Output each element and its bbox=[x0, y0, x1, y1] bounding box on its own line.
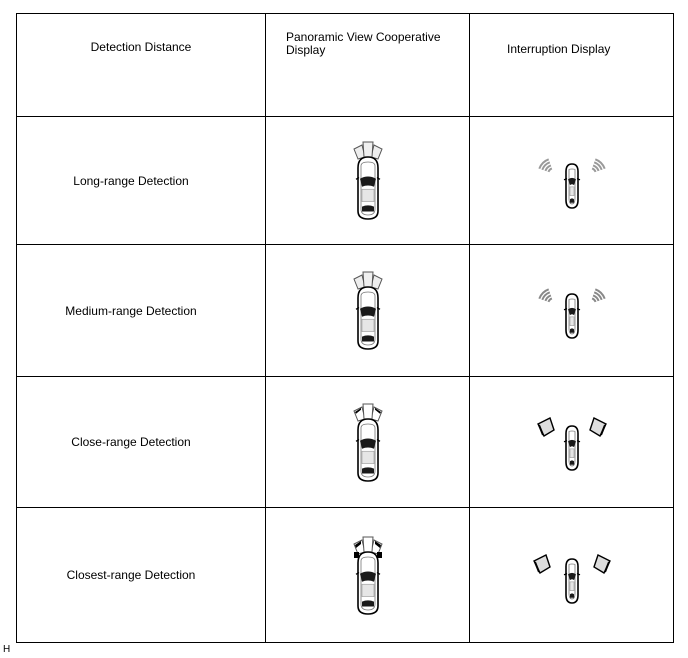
interruption-figure-cell bbox=[470, 377, 674, 508]
header-panoramic-view: Panoramic View Cooperative Display bbox=[266, 14, 470, 117]
panoramic-car-closest-range-icon bbox=[346, 532, 390, 616]
panoramic-figure-cell bbox=[266, 377, 470, 508]
detection-table bbox=[16, 13, 674, 643]
interruption-car-long-range-icon bbox=[530, 148, 614, 210]
header-interruption-display: Interruption Display bbox=[470, 14, 674, 117]
interruption-figure-cell bbox=[470, 508, 674, 643]
panoramic-car-long-range-icon bbox=[346, 137, 390, 221]
figure-code: H bbox=[3, 644, 11, 655]
interruption-car-medium-range-icon bbox=[530, 278, 614, 340]
row-label: Closest-range Detection bbox=[66, 568, 196, 582]
row-label: Long-range Detection bbox=[73, 173, 189, 188]
table-row bbox=[17, 377, 674, 508]
panoramic-figure-cell bbox=[266, 245, 470, 377]
panoramic-car-medium-range-icon bbox=[346, 267, 390, 351]
row-label: Medium-range Detection bbox=[65, 303, 197, 318]
interruption-car-close-range-icon bbox=[530, 410, 614, 472]
header-detection-distance: Detection Distance bbox=[17, 14, 266, 117]
panoramic-car-close-range-icon bbox=[346, 399, 390, 483]
panoramic-figure-cell bbox=[266, 508, 470, 643]
interruption-car-closest-range-icon bbox=[530, 543, 614, 605]
interruption-figure-cell bbox=[470, 245, 674, 377]
table-row bbox=[17, 117, 674, 245]
row-label-cell bbox=[17, 117, 266, 245]
panoramic-figure-cell bbox=[266, 117, 470, 245]
table-row bbox=[17, 508, 674, 643]
interruption-figure-cell bbox=[470, 117, 674, 245]
row-label: Close-range Detection bbox=[71, 435, 191, 449]
row-label-cell bbox=[17, 508, 266, 643]
row-label-cell bbox=[17, 245, 266, 377]
row-label-cell bbox=[17, 377, 266, 508]
table-row bbox=[17, 245, 674, 377]
table-header-row bbox=[17, 14, 674, 117]
